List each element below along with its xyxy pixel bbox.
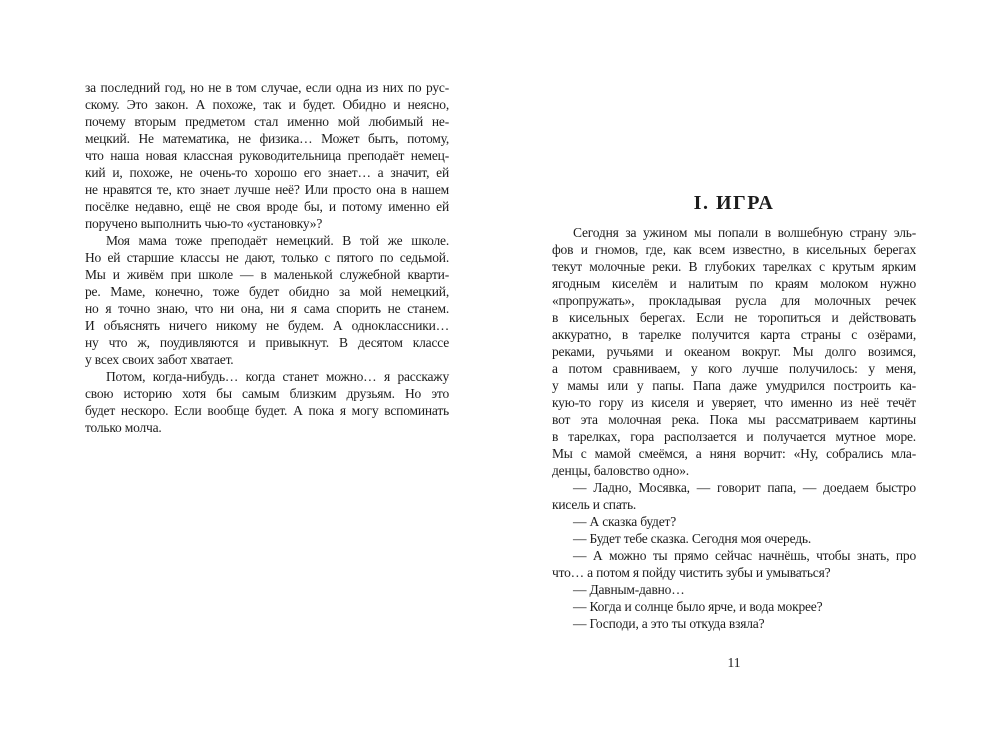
text-line: — Давным-давно… (573, 582, 685, 597)
text-line: Мы и живём при школе — в маленькой служебной кварти- (85, 267, 449, 282)
text-line: фов и гномов, где, как всем известно, в кисельных берегах (552, 242, 916, 257)
text-line: денцы, баловство одно». (552, 463, 689, 478)
text-line: Сегодня за ужином мы попали в волшебную страну эль- (573, 225, 916, 240)
text-line: посёлке недавно, ещё не своя вроде бы, и потому именно ей (85, 199, 449, 214)
left-page-text (85, 79, 449, 436)
text-line: Потом, когда-нибудь… когда станет можно… я расскажу (106, 369, 449, 384)
text-line: Моя мама тоже преподаёт немецкий. В той же школе. (106, 233, 449, 248)
text-line: в кисельных берегах. Если не торопиться и действовать (552, 310, 916, 325)
text-line: в тарелках, гора расползается и получается мутное море. (552, 429, 916, 444)
text-line: кий и, похоже, не очень-то хорошо его знает… а значит, ей (85, 165, 449, 180)
text-line: будет нескоро. Если вообще будет. А пока я могу вспоминать (85, 403, 449, 418)
text-line: у мамы или у папы. Папа даже умудрился построить ка- (552, 378, 916, 393)
text-line: И объяснять ничего никому не будем. А одноклассники… (85, 318, 449, 333)
text-line: а потом сравниваем, у кого лучше получилось: у меня, (552, 361, 916, 376)
right-page-text (552, 224, 916, 632)
text-line: что наша новая классная руководительница преподаёт немец- (85, 148, 449, 163)
text-line: почему вторым предметом стал именно мой любимый не- (85, 114, 449, 129)
text-line: Мы с мамой смеёмся, а няня ворчит: «Ну, собрались мла- (552, 446, 916, 461)
text-line: что… а потом я пойду чистить зубы и умываться? (552, 565, 831, 580)
text-line: мецкий. Не математика, не физика… Может быть, потому, (85, 131, 449, 146)
text-line: текут молочные реки. В глубоких тарелках с крутым ярким (552, 259, 916, 274)
text-line: ну что ж, поудивляются и привыкнут. В десятом классе (85, 335, 449, 350)
text-line: реками, ручьями и океаном вокруг. Мы долго возимся, (552, 344, 916, 359)
text-line: ре. Маме, конечно, тоже будет обидно за мой немецкий, (85, 284, 449, 299)
text-line: — Когда и солнце было ярче, и вода мокрее? (573, 599, 823, 614)
text-line: не нравятся те, кто знает лучше неё? Или просто она в нашем (85, 182, 449, 197)
text-line: Но ей старшие классы не дают, только с пятого по седьмой. (85, 250, 449, 265)
text-line: свою историю хотя бы самым близким друзьям. Но это (85, 386, 449, 401)
text-line: кисель и спать. (552, 497, 637, 512)
text-line: только молча. (85, 420, 162, 435)
text-line: — А можно ты прямо сейчас начнёшь, чтобы знать, про (573, 548, 916, 563)
text-line: кую-то гору из киселя и уверяет, что именно из неё течёт (552, 395, 916, 410)
chapter-title: I. ИГРА (693, 192, 775, 214)
text-line: — Ладно, Мосявка, — говорит папа, — доедаем быстро (573, 480, 916, 495)
text-line: но я точно знаю, что ни она, ни я сама спорить не станем. (85, 301, 449, 316)
text-line: скому. Это закон. А похоже, так и будет. Обидно и неясно, (85, 97, 449, 112)
text-line: у всех своих забот хватает. (85, 352, 234, 367)
text-line: — Господи, а это ты откуда взяла? (573, 616, 765, 631)
text-line: аккуратно, в тарелке получится карта страны с озёрами, (552, 327, 916, 342)
text-line: поручено выполнить чью-то «установку»? (85, 216, 323, 231)
text-line: — А сказка будет? (573, 514, 676, 529)
text-line: «пропружать», прокладывая русла для молочных речек (552, 293, 916, 308)
text-line: ягодным киселём и налитым по краям молоком нужно (552, 276, 916, 291)
text-line: — Будет тебе сказка. Сегодня моя очередь. (573, 531, 812, 546)
text-line: вот эта молочная река. Пока мы рассматриваем картины (552, 412, 916, 427)
page-number: 11 (727, 655, 741, 670)
text-line: за последний год, но не в том случае, если одна из них по рус- (85, 80, 449, 95)
